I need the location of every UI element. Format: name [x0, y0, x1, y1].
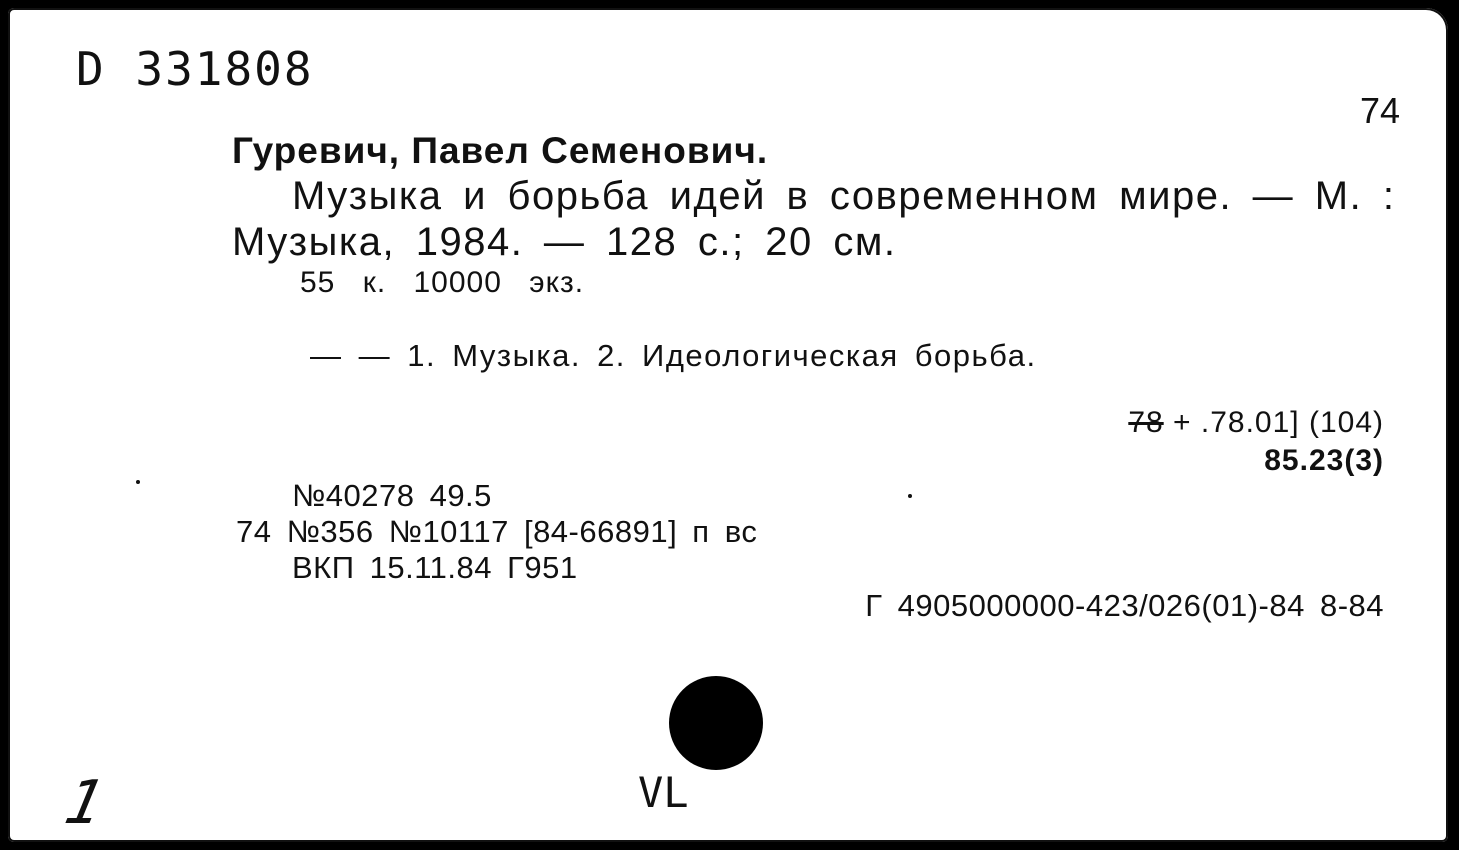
title-line-2: Музыка, 1984. — 128 с.; 20 см. [232, 220, 897, 264]
speck [136, 480, 140, 484]
registry-line-2: 74 №356 №10117 [84-66891] п вс [236, 514, 758, 549]
isbn-line: Г 4905000000-423/026(01)-84 8-84 [865, 588, 1384, 623]
struck-class-code: 78 [1128, 406, 1164, 439]
page-number: 74 [1360, 90, 1401, 131]
registry-line-3: ВКП 15.11.84 Г951 [292, 550, 578, 585]
title-line-1: Музыка и борьба идей в современном мире. — М. : [292, 174, 1396, 218]
classification-code-2: 85.23(3) [1264, 444, 1384, 477]
registry-line-1: №40278 49.5 [292, 478, 492, 513]
price-and-print-run: 55 к. 10000 экз. [300, 266, 585, 299]
call-number: D 331808 [76, 42, 314, 96]
catalog-card [8, 8, 1448, 842]
classification-code [1128, 406, 1384, 440]
vl-stamp: VL [638, 768, 689, 817]
punch-hole [669, 676, 763, 770]
subject-headings: — — 1. Музыка. 2. Идеологическая борьба. [310, 338, 1037, 373]
speck [908, 494, 912, 498]
handwritten-number: 1 [58, 768, 110, 838]
class-code-rest: + .78.01] (104) [1173, 406, 1384, 439]
author-heading: Гуревич, Павел Семенович. [232, 130, 769, 171]
